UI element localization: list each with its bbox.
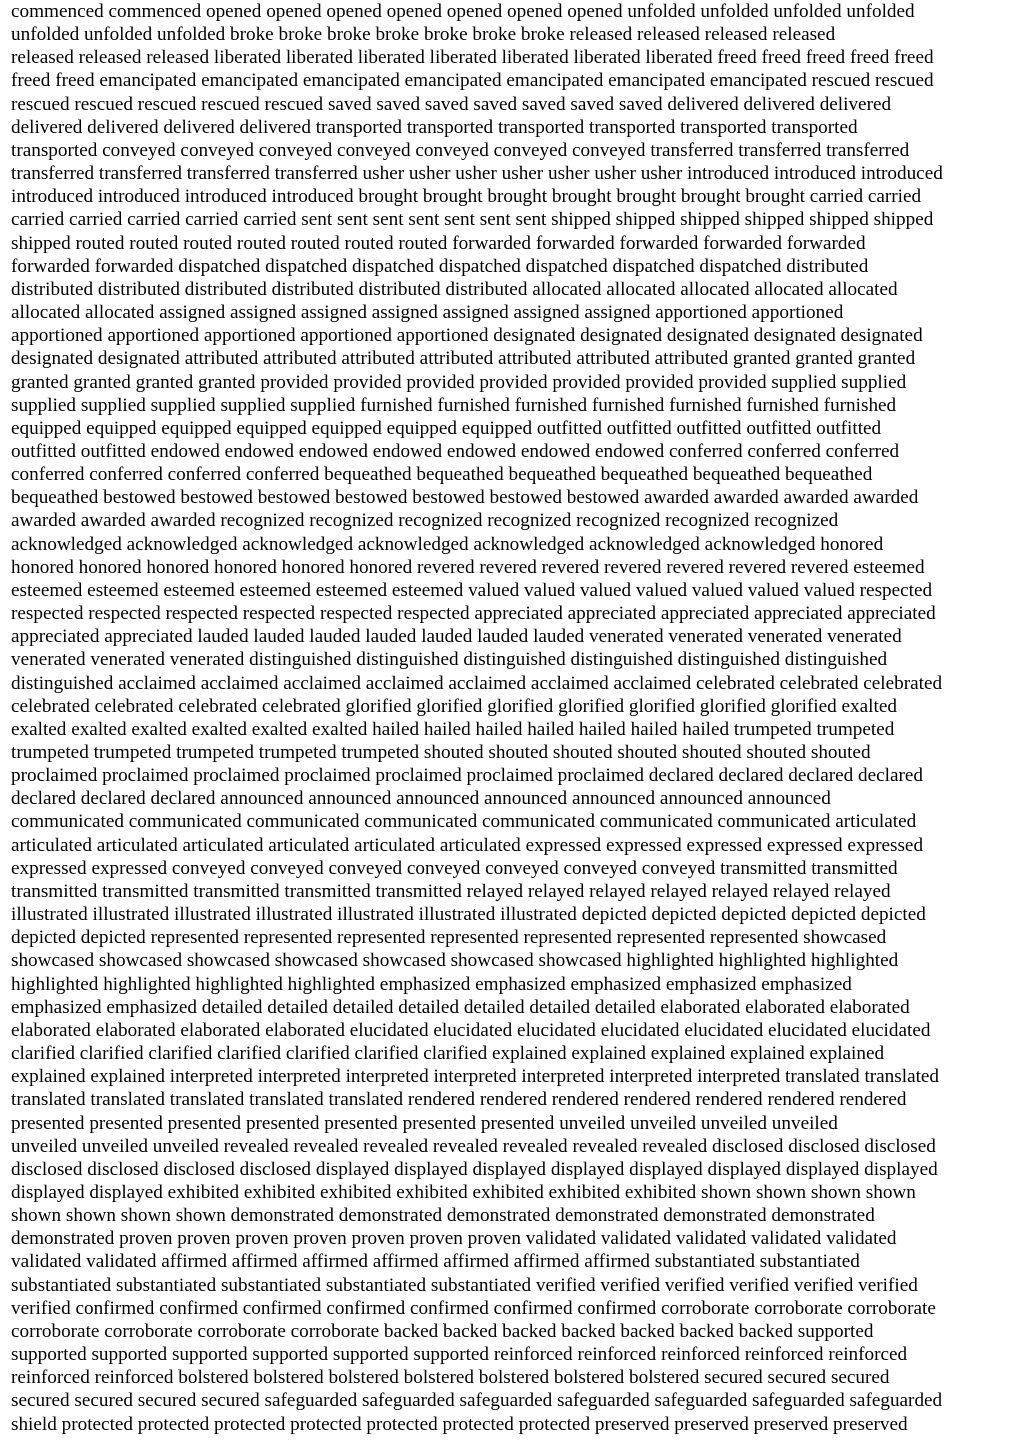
text-line: honored honored honored honored honored honored revered revered revered revered revered revered revered esteemed: [11, 556, 925, 578]
text-line: introduced introduced introduced introduced brought brought brought brought brought brought brought carried carried: [11, 186, 922, 208]
text-line: delivered delivered delivered delivered transported transported transported transported transported transported: [11, 116, 858, 138]
text-line: apportioned apportioned apportioned apportioned apportioned designated designated designated designated designated: [11, 325, 923, 347]
text-line: reinforced reinforced bolstered bolstered bolstered bolstered bolstered bolstered bolstered secured secured secured: [11, 1367, 890, 1389]
text-line: venerated venerated venerated distinguished distinguished distinguished distinguished distinguished distinguished: [11, 649, 888, 671]
text-line: exalted exalted exalted exalted exalted exalted hailed hailed hailed hailed hailed hailed hailed trumpeted trumpeted: [11, 718, 895, 740]
text-line: shipped routed routed routed routed routed routed routed forwarded forwarded forwarded forwarded forwarded: [11, 232, 866, 254]
text-line: translated translated translated translated translated rendered rendered rendered rendered rendered rendered rendered: [11, 1089, 907, 1111]
text-line: articulated articulated articulated articulated articulated articulated expressed expressed expressed expressed expressed: [11, 834, 924, 856]
text-line: transferred transferred transferred transferred usher usher usher usher usher usher usher introduced introduced introduced: [11, 163, 943, 185]
text-line: rescued rescued rescued rescued rescued saved saved saved saved saved saved saved delivered delivered delivered: [11, 93, 892, 115]
text-line: commenced commenced opened opened opened opened opened opened opened unfolded unfolded unfolded unfolded: [11, 1, 915, 22]
text-line: declared declared declared announced announced announced announced announced announced announced: [11, 788, 831, 810]
text-line: communicated communicated communicated communicated communicated communicated communicated articulated: [11, 811, 917, 833]
text-line: acknowledged acknowledged acknowledged acknowledged acknowledged acknowledged acknowledged honored: [11, 533, 884, 555]
text-line: substantiated substantiated substantiated substantiated substantiated verified verified verified verified verified verified: [11, 1274, 918, 1296]
text-line: shield protected protected protected protected protected protected protected preserved preserved preserved preserved: [11, 1413, 908, 1435]
text-line: elaborated elaborated elaborated elaborated elucidated elucidated elucidated elucidated elucidated elucidated elucidated: [11, 1019, 931, 1041]
text-line: carried carried carried carried carried sent sent sent sent sent sent sent shipped shipped shipped shipped shipped shipped: [11, 209, 934, 231]
text-line: showcased showcased showcased showcased showcased showcased showcased highlighted highlighted highlighted: [11, 950, 899, 972]
text-line: freed freed emancipated emancipated emancipated emancipated emancipated emancipated emancipated rescued rescued: [11, 70, 934, 92]
text-line: demonstrated proven proven proven proven proven proven proven validated validated validated validated validated: [11, 1228, 897, 1250]
text-line: celebrated celebrated celebrated celebrated glorified glorified glorified glorified glorified glorified glorified exalted: [11, 695, 897, 717]
text-line: clarified clarified clarified clarified clarified clarified clarified explained explained explained explained explained: [11, 1043, 885, 1065]
text-line: allocated allocated assigned assigned assigned assigned assigned assigned assigned apportioned apportioned: [11, 302, 844, 324]
text-line: highlighted highlighted highlighted highlighted emphasized emphasized emphasized emphasized emphasized: [11, 973, 852, 995]
text-line: transmitted transmitted transmitted transmitted transmitted relayed relayed relayed relayed relayed relayed relayed: [11, 880, 891, 902]
text-line: emphasized emphasized detailed detailed detailed detailed detailed detailed detailed elaborated elaborated elaborated: [11, 996, 910, 1018]
text-line: depicted depicted represented represented represented represented represented represented represented showcased: [11, 927, 887, 949]
text-line: trumpeted trumpeted trumpeted trumpeted trumpeted shouted shouted shouted shouted shouted shouted shouted: [11, 742, 871, 763]
text-line: respected respected respected respected respected respected appreciated appreciated appreciated appreciated appreciated: [11, 603, 936, 625]
text-line: conferred conferred conferred conferred bequeathed bequeathed bequeathed bequeathed bequeathed bequeathed: [11, 464, 873, 486]
text-line: granted granted granted granted provided provided provided provided provided provided provided supplied supplied: [11, 371, 907, 393]
text-line: validated validated affirmed affirmed affirmed affirmed affirmed affirmed affirmed substantiated substantiated: [11, 1251, 860, 1273]
text-line: bequeathed bestowed bestowed bestowed bestowed bestowed bestowed bestowed awarded awarded awarded awarded: [11, 487, 919, 509]
text-line: distinguished acclaimed acclaimed acclaimed acclaimed acclaimed acclaimed acclaimed celebrated celebrated celebrated: [11, 672, 943, 694]
text-line: shown shown shown shown demonstrated demonstrated demonstrated demonstrated demonstrated demonstrated: [11, 1205, 875, 1227]
text-line: secured secured secured secured safeguarded safeguarded safeguarded safeguarded safeguarded safeguarded safeguarded: [11, 1390, 943, 1412]
text-line: appreciated appreciated lauded lauded lauded lauded lauded lauded lauded venerated venerated venerated venerated: [11, 626, 902, 648]
text-line: supported supported supported supported supported supported reinforced reinforced reinforced reinforced reinforced: [11, 1344, 908, 1366]
text-line: proclaimed proclaimed proclaimed proclaimed proclaimed proclaimed proclaimed declared declared declared declared: [11, 765, 924, 787]
text-line: illustrated illustrated illustrated illustrated illustrated illustrated illustrated depicted depicted depicted depicted depicted: [11, 904, 926, 926]
text-line: corroborate corroborate corroborate corroborate backed backed backed backed backed backed backed supported: [11, 1320, 874, 1342]
text-line: forwarded forwarded dispatched dispatched dispatched dispatched dispatched dispatched dispatched distributed: [11, 255, 869, 277]
text-line: supplied supplied supplied supplied supplied furnished furnished furnished furnished furnished furnished furnished: [11, 394, 897, 416]
text-line: distributed distributed distributed distributed distributed distributed allocated allocated allocated allocated allocated: [11, 278, 898, 300]
text-line: verified confirmed confirmed confirmed confirmed confirmed confirmed confirmed corroborate corroborate corroborate: [11, 1297, 936, 1319]
text-line: transported conveyed conveyed conveyed conveyed conveyed conveyed conveyed transferred transferred transferred: [11, 139, 910, 161]
text-line: outfitted outfitted endowed endowed endowed endowed endowed endowed endowed conferred conferred conferred: [11, 440, 900, 462]
text-line: awarded awarded awarded recognized recognized recognized recognized recognized recognized recognized: [11, 510, 839, 532]
text-line: presented presented presented presented presented presented presented unveiled unveiled unveiled unveiled: [11, 1112, 838, 1134]
text-line: explained explained interpreted interpreted interpreted interpreted interpreted interpreted interpreted translated translated: [11, 1066, 940, 1088]
text-line: released released released liberated liberated liberated liberated liberated liberated liberated freed freed freed freed freed: [11, 47, 934, 69]
text-line: displayed displayed exhibited exhibited exhibited exhibited exhibited exhibited exhibited shown shown shown shown: [11, 1181, 916, 1203]
text-line: unveiled unveiled unveiled revealed revealed revealed revealed revealed revealed revealed disclosed disclosed disclosed: [11, 1135, 936, 1157]
text-line: equipped equipped equipped equipped equipped equipped equipped outfitted outfitted outfitted outfitted outfitted: [11, 417, 882, 439]
text-line: esteemed esteemed esteemed esteemed esteemed esteemed valued valued valued valued valued valued valued respected: [11, 579, 933, 601]
text-line: unfolded unfolded unfolded broke broke broke broke broke broke broke released released released released: [11, 24, 836, 46]
text-line: disclosed disclosed disclosed disclosed displayed displayed displayed displayed displayed displayed displayed displayed: [11, 1158, 938, 1180]
text-line: designated designated attributed attributed attributed attributed attributed attributed attributed granted granted granted: [11, 348, 916, 370]
text-line: expressed expressed conveyed conveyed conveyed conveyed conveyed conveyed conveyed transmitted transmitted: [11, 857, 898, 879]
